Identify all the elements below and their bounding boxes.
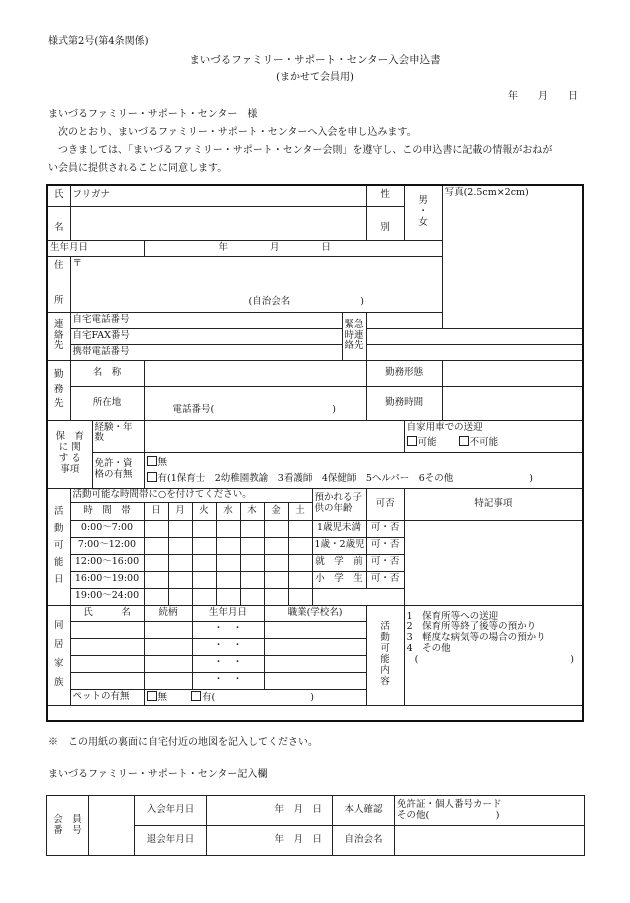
emergency-contact-label: 緊急 時連 絡先 — [342, 312, 366, 360]
workplace-name-field[interactable] — [144, 360, 366, 386]
jichikai-field[interactable] — [395, 826, 585, 856]
time-slot: 19:00〜24:00 — [70, 588, 144, 605]
work-type-label: 勤務形態 — [366, 360, 442, 386]
pet-field[interactable]: 無 有( ) — [144, 689, 366, 705]
child-age-header: 預かれる子供の年齢 — [312, 488, 366, 520]
gender-label: 性 — [366, 186, 404, 206]
time-slot: 7:00〜12:00 — [70, 537, 144, 554]
id-check-field[interactable]: 免許証・個人番号カード その他( ) — [395, 796, 585, 826]
name-label: 氏 — [48, 186, 70, 206]
leave-date-field[interactable]: 年 月 日 — [207, 826, 333, 856]
household-label: 同 居 家 族 — [48, 605, 70, 705]
workplace-location-label: 所在地 — [70, 386, 144, 420]
pet-has-checkbox[interactable] — [191, 691, 201, 701]
member-number-field[interactable] — [89, 796, 135, 856]
day-header-wed: 水 — [216, 502, 240, 520]
time-slot: 16:00〜19:00 — [70, 571, 144, 588]
work-hours-label: 勤務時間 — [366, 386, 442, 420]
child-age: 小 学 生 — [312, 571, 366, 588]
activity-content-list[interactable]: 1 保育所等への送迎 2 保育所等終了後等の預かり 3 軽度な病気等の場合の預かり 4 その他 ( ) — [404, 605, 582, 705]
intro-line-2: つきましては、「まいづるファミリー・サポート・センター会則」を遵守し、この申込書に記載の情報がおねが — [58, 145, 553, 156]
office-title: まいづるファミリー・サポート・センター記入欄 — [48, 769, 268, 780]
day-header-thu: 木 — [240, 502, 264, 520]
activity-content-label: 活 動 可 能 内 容 — [366, 605, 404, 705]
id-check-label: 本人確認 — [333, 796, 395, 826]
possible-choice[interactable]: 可・否 — [366, 520, 404, 537]
child-age: 1歳・2歳児 — [312, 537, 366, 554]
experience-field[interactable] — [144, 420, 404, 452]
join-date-field[interactable]: 年 月 日 — [207, 796, 333, 826]
gender-field[interactable]: 男 ・ 女 — [404, 186, 442, 240]
photo-box[interactable]: 写真(2.5cm×2cm) — [442, 186, 582, 328]
childcare-label: 保 育 に 関 す る 事項 — [48, 420, 92, 488]
possible-header: 可否 — [366, 488, 404, 520]
child-age: 1歳児未満 — [312, 520, 366, 537]
license-field[interactable]: 無 有(1保育士 2幼稚園教諭 3看護師 4保健師 5ヘルパー 6その他 ) — [144, 452, 582, 488]
intro-line-3: い会員に提供されることに同意します。 — [48, 163, 228, 174]
application-form: 氏 フリガナ 性 男 ・ 女 写真(2.5cm×2cm) 名 別 生年月日 年 月 日 住 所 〒 (自治会名 ) 連 絡 先 自宅電話番号 緊急 時連 絡先 自宅FAX番号 携帯電話番号 勤 務 先 名 称 勤務形態 所在地 電話番号( ) 勤務時間 保 育 に 関 す る 事項 経験・年数 自家用車での送迎 可能 不可能 免許・資格の有無 無 有(1保育士 2幼稚園教諭 3看護師 4保健師 5ヘルパー 6その他 ) 活 動 可 能 日 活動可能な時間帯に○を付けてください。 預かれる子供の年齢 可否 特記事項 時 間 帯 日 月 火 水 木 金 土 0:00〜7:00 1歳児未満 可・否 7:00〜12:00 1歳・2歳児 可・否 12:00〜16:00 就 学 前 可・否 16:00〜19:00 小 学 生 可・否 19:00〜24:00 同 居 家 族 氏 名 続柄 生年月日 職業(学校名) 活 動 可 能 内 容 1 保育所等への送迎 2 保育所等終了後等の預かり 3 軽度な病気等の場合の預かり 4 その他 ( ) ・ ・ ・ ・ ・ ・ ・ ・ ペットの有無 無 有( ) — [46, 184, 584, 722]
family-name-header: 氏 名 — [70, 605, 144, 621]
contact-label: 連 絡 先 — [48, 312, 70, 360]
furigana-field[interactable]: フリガナ — [70, 186, 366, 206]
member-number-label: 会 員 番 号 — [47, 796, 89, 856]
workplace-phone-field[interactable]: 電話番号( ) — [144, 386, 366, 420]
addressee: まいづるファミリー・サポート・センター 様 — [48, 109, 258, 120]
address-label: 住 所 — [48, 256, 70, 312]
day-header-sat: 土 — [288, 502, 312, 520]
day-header-tue: 火 — [192, 502, 216, 520]
map-note: ※ この用紙の裏面に自宅付近の地図を記入してください。 — [48, 737, 318, 748]
activity-instruction: 活動可能な時間帯に○を付けてください。 — [70, 488, 312, 502]
time-slot-header: 時 間 帯 — [70, 502, 144, 520]
license-label: 免許・資格の有無 — [92, 452, 144, 488]
birth-date-label: 生年月日 — [48, 240, 144, 256]
activity-days-label: 活 動 可 能 日 — [48, 488, 70, 605]
family-row[interactable] — [70, 655, 144, 672]
possible-choice[interactable]: 可・否 — [366, 537, 404, 554]
form-title: まいづるファミリー・サポート・センター入会申込書 — [189, 54, 441, 66]
home-phone-field[interactable]: 自宅電話番号 — [70, 312, 342, 328]
time-slot: 12:00〜16:00 — [70, 554, 144, 571]
possible-choice[interactable]: 可・否 — [366, 571, 404, 588]
family-relation-header: 続柄 — [144, 605, 192, 621]
car-possible-checkbox[interactable] — [407, 436, 417, 446]
work-type-field[interactable] — [442, 360, 582, 386]
possible-choice[interactable]: 可・否 — [366, 554, 404, 571]
car-transport-field[interactable]: 自家用車での送迎 可能 不可能 — [404, 420, 582, 452]
experience-label: 経験・年数 — [92, 420, 144, 452]
child-age: 就 学 前 — [312, 554, 366, 571]
join-date-label: 入会年月日 — [135, 796, 207, 826]
form-number: 様式第2号(第4条関係) — [48, 36, 149, 47]
family-row[interactable] — [70, 638, 144, 655]
pet-none-checkbox[interactable] — [147, 691, 157, 701]
birth-date-field[interactable]: 年 月 日 — [144, 240, 442, 256]
day-header-fri: 金 — [264, 502, 288, 520]
car-impossible-checkbox[interactable] — [459, 436, 469, 446]
time-slot: 0:00〜7:00 — [70, 520, 144, 537]
family-job-header: 職業(学校名) — [264, 605, 366, 621]
license-none-checkbox[interactable] — [147, 456, 157, 466]
jichikai-label: 自治会名 — [333, 826, 395, 856]
work-hours-field[interactable] — [442, 386, 582, 420]
family-row[interactable] — [70, 621, 144, 638]
leave-date-label: 退会年月日 — [135, 826, 207, 856]
address-field[interactable]: 〒 (自治会名 ) — [70, 256, 442, 312]
emergency-contact-field[interactable] — [366, 328, 582, 344]
home-fax-field[interactable]: 自宅FAX番号 — [70, 328, 342, 344]
form-subtitle: (まかせて会員用) — [276, 72, 354, 83]
pet-label: ペットの有無 — [70, 689, 144, 705]
workplace-label: 勤 務 先 — [48, 360, 70, 420]
notes-header: 特記事項 — [404, 488, 582, 520]
notes-field[interactable] — [404, 520, 582, 605]
workplace-name-label: 名 称 — [70, 360, 144, 386]
date-line: 年 月 日 — [508, 91, 578, 102]
name-field[interactable] — [70, 206, 366, 240]
license-has-checkbox[interactable] — [147, 472, 157, 482]
day-header-sun: 日 — [144, 502, 168, 520]
day-header-mon: 月 — [168, 502, 192, 520]
mobile-phone-field[interactable]: 携帯電話番号 — [70, 344, 342, 360]
family-birth-header: 生年月日 — [192, 605, 264, 621]
family-row[interactable] — [70, 672, 144, 689]
office-use-table — [46, 795, 585, 856]
intro-line-1: 次のとおり、まいづるファミリー・サポート・センターへ入会を申し込みます。 — [58, 127, 417, 138]
